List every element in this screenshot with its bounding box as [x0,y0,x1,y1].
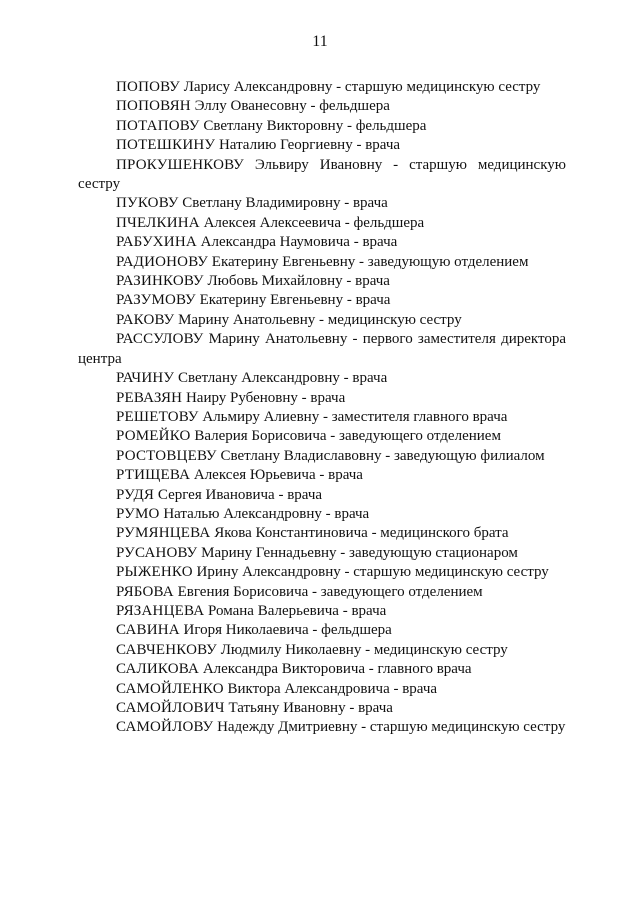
person-details: Наталью Александровну - врача [159,505,370,522]
person-details: Ирину Александровну - старшую медицинскую сестру [192,564,549,581]
person-details: Людмилу Николаевну - медицинскую сестру [216,641,508,658]
person-surname: РАЧИНУ [116,370,175,387]
person-surname: РТИЩЕВА [116,467,191,484]
person-surname: РАКОВУ [116,311,175,328]
person-details: Эллу Ованесовну - фельдшера [190,98,390,115]
person-surname: РЯБОВА [116,583,174,600]
person-details: Игоря Николаевича - фельдшера [179,622,392,639]
list-item [78,641,566,660]
person-details: Марину Анатольевну - первого заместителя директора центра [78,331,566,367]
list-item [78,699,566,718]
list-item [78,253,566,272]
person-details: Светлану Владимировну - врача [178,195,388,212]
list-item [78,486,566,505]
person-surname: ПОТЕШКИНУ [116,137,216,154]
person-details: Сергея Ивановича - врача [154,486,323,503]
person-surname: РЯЗАНЦЕВА [116,602,205,619]
person-details: Валерия Борисовича - заведующего отделением [190,428,501,445]
list-item [78,544,566,563]
list-item [78,447,566,466]
person-surname: ПОТАПОВУ [116,117,200,134]
person-details: Виктора Александровича - врача [223,680,438,697]
list-item [78,194,566,213]
person-details: Марину Анатольевну - медицинскую сестру [174,311,462,328]
person-surname: РОСТОВЦЕВУ [116,447,217,464]
person-surname: ПОПОВУ [116,79,180,95]
list-item [78,408,566,427]
person-surname: РУДЯ [116,486,155,503]
person-details: Романа Валерьевича - врача [204,602,387,619]
person-surname: САМОЙЛЕНКО [116,680,224,697]
person-details: Екатерину Евгеньевну - врача [195,292,391,309]
list-item [78,214,566,233]
person-surname: САМОЙЛОВИЧ [116,700,225,716]
list-item [78,466,566,485]
list-item [78,718,566,737]
person-surname: ПОПОВЯН [116,98,191,115]
person-details: Александра Викторовича - главного врача [199,661,472,678]
person-surname: РАБУХИНА [116,234,197,251]
list-item [78,389,566,408]
person-details: Евгения Борисовича - заведующего отделением [173,583,483,600]
person-details: Надежду Дмитриевну - старшую медицинскую сестру [213,719,566,736]
list-item [78,524,566,543]
person-surname: САЛИКОВА [116,661,200,678]
person-surname: ПУКОВУ [116,195,179,212]
person-details: Татьяну Ивановну - врача [224,700,393,716]
person-details: Ларису Александровну - старшую медицинскую сестру [179,79,541,95]
person-details: Екатерину Евгеньевну - заведующую отделением [208,253,529,270]
list-item [78,97,566,116]
list-item [78,291,566,310]
person-surname: РАССУЛОВУ [116,331,204,348]
list-item [78,563,566,582]
person-details: Любовь Михайловну - врача [203,273,390,290]
list-item [78,602,566,621]
list-item [78,680,566,699]
list-item [78,136,566,155]
list-item [78,621,566,640]
person-surname: САВЧЕНКОВУ [116,641,217,658]
person-details: Светлану Владиславовну - заведующую филиалом [216,447,545,464]
list-item [78,330,566,369]
list-item [78,233,566,252]
person-surname: РУМЯНЦЕВА [116,525,211,542]
person-surname: РОМЕЙКО [116,428,191,445]
person-surname: ПРОКУШЕНКОВУ [116,156,244,173]
list-item [78,272,566,291]
person-surname: САМОЙЛОВУ [116,719,214,736]
list-item [78,583,566,602]
person-details: Алексея Алексеевича - фельдшера [199,214,425,231]
person-surname: РЕВАЗЯН [116,389,183,406]
person-surname: РУСАНОВУ [116,544,198,561]
person-details: Эльвиру Ивановну - старшую медицинскую сестру [78,156,566,193]
person-details: Наталию Георгиевну - врача [215,137,401,154]
person-details: Светлану Александровну - врача [174,370,388,387]
person-surname: РАЗИНКОВУ [116,273,204,290]
list-item [78,505,566,524]
person-surname: РАЗУМОВУ [116,292,196,309]
person-details: Светлану Викторовну - фельдшера [199,117,427,134]
person-details: Александра Наумовича - врача [196,234,398,251]
person-surname: РЕШЕТОВУ [116,408,199,425]
list-item [78,427,566,446]
person-details: Якова Константиновича - медицинского брата [210,525,509,542]
person-details: Наиру Рубеновну - врача [182,389,346,406]
person-surname: РЫЖЕНКО [116,564,193,581]
list-item [78,369,566,388]
person-surname: САВИНА [116,622,180,639]
list-item [78,78,566,97]
list-item [78,117,566,136]
entry-list [78,78,566,738]
person-surname: РАДИОНОВУ [116,253,209,270]
list-item [78,660,566,679]
person-surname: РУМО [116,505,160,522]
list-item [78,156,566,195]
page-number: 11 [312,33,328,50]
person-details: Алексея Юрьевича - врача [190,467,363,484]
person-details: Альмиру Алиевну - заместителя главного врача [198,408,508,425]
person-details: Марину Геннадьевну - заведующую стационаром [197,544,518,561]
list-item [78,311,566,330]
person-surname: ПЧЕЛКИНА [116,214,200,231]
